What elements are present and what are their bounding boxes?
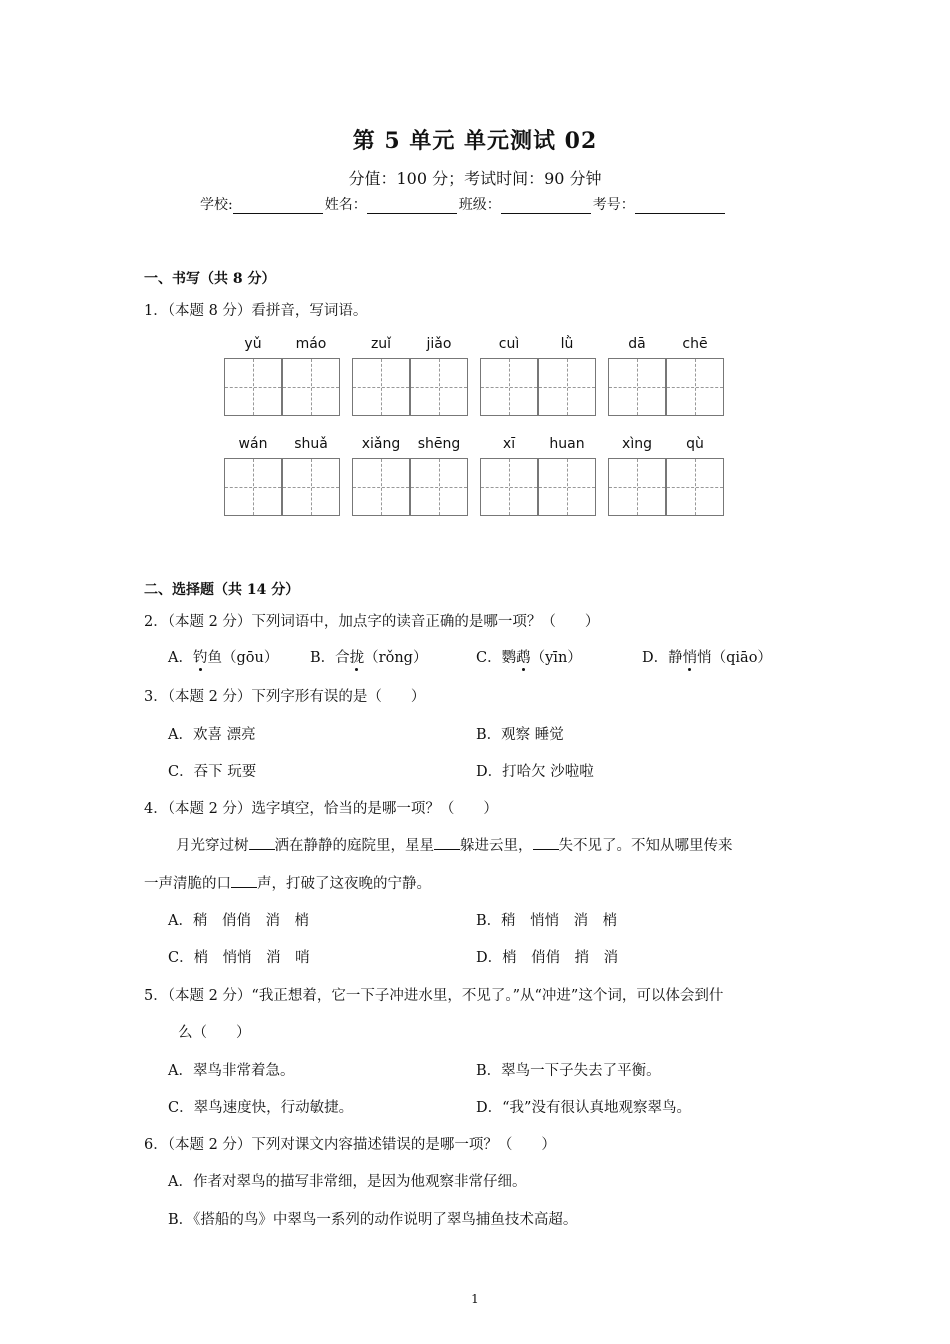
q5-option-b[interactable]: B．翠鸟一下子失去了平衡。: [476, 1063, 661, 1079]
pinyin-label: huan: [549, 436, 585, 452]
pinyin-label: qù: [686, 436, 704, 452]
pinyin-label: cuì: [498, 336, 520, 352]
passage-text: 声，打破了这夜晚的宁静。: [257, 876, 431, 892]
passage-text: 月光穿过树: [176, 838, 249, 854]
option-text: 悄（qiāo）: [697, 650, 772, 666]
writing-grid-cell[interactable]: [282, 458, 340, 516]
pinyin-label: xìng: [622, 436, 652, 452]
pinyin-label: yǔ: [244, 336, 262, 352]
pinyin-label: jiǎo: [426, 336, 452, 352]
q4-option-a[interactable]: A．稍 俏俏 消 梢: [168, 913, 309, 929]
q3-option-a[interactable]: A．欢喜 漂亮: [168, 727, 256, 743]
writing-grid-cell[interactable]: [282, 358, 340, 416]
q6-option-a[interactable]: A．作者对翠鸟的描写非常细，是因为他观察非常仔细。: [168, 1174, 527, 1190]
fill-blank[interactable]: [434, 835, 460, 850]
q2-option-c[interactable]: [476, 646, 582, 667]
writing-grid-cell[interactable]: [410, 458, 468, 516]
page-title: 第 5 单元 单元测试 02: [352, 128, 598, 154]
option-letter: A．: [168, 650, 193, 666]
passage-text: 躲进云里，: [460, 838, 533, 854]
pinyin-label: xiǎng: [361, 436, 401, 452]
question-2: 2．（本题 2 分）下列词语中，加点字的读音正确的是哪一项？（ ）: [144, 614, 600, 630]
question-5: 5．（本题 2 分）“我正想着，它一下子冲进水里，不见了。”从“冲进”这个词，可以体会到什: [144, 988, 724, 1004]
q5-option-c[interactable]: C．翠鸟速度快，行动敏捷。: [168, 1100, 354, 1116]
option-text: C．鹦: [476, 650, 517, 666]
pinyin-label: dā: [628, 336, 646, 352]
writing-grid-cell[interactable]: [224, 458, 282, 516]
exam-subtitle: 分值：100 分；考试时间：90 分钟: [348, 169, 602, 188]
writing-grid-cell[interactable]: [352, 358, 410, 416]
page-number: 1: [471, 1292, 479, 1306]
option-text: （rǒng）: [364, 650, 428, 666]
option-text: （yīn）: [530, 650, 582, 666]
writing-grid-cell[interactable]: [608, 458, 666, 516]
dotted-char: 鹉: [516, 646, 531, 667]
q4-passage-line-1: [176, 834, 733, 855]
pinyin-label: máo: [295, 336, 327, 352]
dotted-char: 悄: [683, 646, 698, 667]
q3-option-b[interactable]: B．观察 睡觉: [476, 727, 564, 743]
q5-option-a[interactable]: A．翠鸟非常着急。: [168, 1063, 295, 1079]
class-label: 班级：: [458, 197, 501, 213]
writing-grid-cell[interactable]: [480, 358, 538, 416]
school-label: 学校:: [200, 197, 233, 213]
question-5-continued: 么（ ）: [178, 1025, 251, 1041]
writing-grid-cell[interactable]: [224, 358, 282, 416]
q4-option-d[interactable]: D．梢 俏俏 捎 消: [476, 950, 619, 966]
fill-blank[interactable]: [249, 835, 275, 850]
dotted-char: 钓: [193, 646, 208, 667]
class-blank[interactable]: [501, 199, 591, 214]
question-3: 3．（本题 2 分）下列字形有误的是（ ）: [144, 689, 426, 705]
school-blank[interactable]: [233, 199, 323, 214]
writing-grid-cell[interactable]: [538, 458, 596, 516]
name-label: 姓名：: [324, 197, 367, 213]
pinyin-label: lǜ: [560, 336, 574, 352]
q2-option-a[interactable]: [168, 646, 278, 667]
q4-option-c[interactable]: C．梢 悄悄 消 哨: [168, 950, 310, 966]
fill-blank[interactable]: [533, 835, 559, 850]
q5-option-d[interactable]: D．“我”没有很认真地观察翠鸟。: [476, 1100, 691, 1116]
passage-text: 洒在静静的庭院里，星星: [274, 838, 434, 854]
section-1-heading: 一、书写（共 8 分）: [144, 271, 276, 287]
writing-grid-cell[interactable]: [352, 458, 410, 516]
writing-grid-cell[interactable]: [666, 458, 724, 516]
option-text: B．合: [310, 650, 350, 666]
question-4: 4．（本题 2 分）选字填空，恰当的是哪一项？（ ）: [144, 801, 498, 817]
pinyin-label: xī: [502, 436, 516, 452]
pinyin-label: shuǎ: [294, 436, 328, 452]
question-1: 1．（本题 8 分）看拼音，写词语。: [144, 303, 368, 319]
number-label: 考号：: [592, 197, 635, 213]
q2-option-b[interactable]: [310, 646, 427, 667]
section-2-heading: 二、选择题（共 14 分）: [144, 582, 300, 598]
writing-grid-cell[interactable]: [480, 458, 538, 516]
q6-option-b[interactable]: B．《搭船的鸟》中翠鸟一系列的动作说明了翠鸟捕鱼技术高超。: [168, 1212, 578, 1228]
option-text: D．静: [642, 650, 683, 666]
number-blank[interactable]: [635, 199, 725, 214]
pinyin-label: shēng: [417, 436, 461, 452]
dotted-char: 拢: [350, 646, 365, 667]
q4-passage-line-2: [144, 872, 431, 893]
passage-text: 失不见了。不知从哪里传来: [558, 838, 733, 854]
pinyin-label: wán: [238, 436, 268, 452]
student-info-line: [200, 194, 727, 214]
writing-grid-cell[interactable]: [538, 358, 596, 416]
q2-option-d[interactable]: [642, 646, 772, 667]
name-blank[interactable]: [367, 199, 457, 214]
q3-option-c[interactable]: C．吞下 玩要: [168, 764, 257, 780]
q4-option-b[interactable]: B．稍 悄悄 消 梢: [476, 913, 618, 929]
q3-option-d[interactable]: D．打哈欠 沙啦啦: [476, 764, 594, 780]
writing-grid-cell[interactable]: [666, 358, 724, 416]
pinyin-label: chē: [682, 336, 708, 352]
writing-grid-cell[interactable]: [410, 358, 468, 416]
question-6: 6．（本题 2 分）下列对课文内容描述错误的是哪一项？（ ）: [144, 1137, 556, 1153]
passage-text: 一声清脆的口: [144, 876, 231, 892]
pinyin-label: zuǐ: [370, 336, 392, 352]
option-text: 鱼（gōu）: [207, 650, 279, 666]
fill-blank[interactable]: [231, 873, 257, 888]
writing-grid-cell[interactable]: [608, 358, 666, 416]
